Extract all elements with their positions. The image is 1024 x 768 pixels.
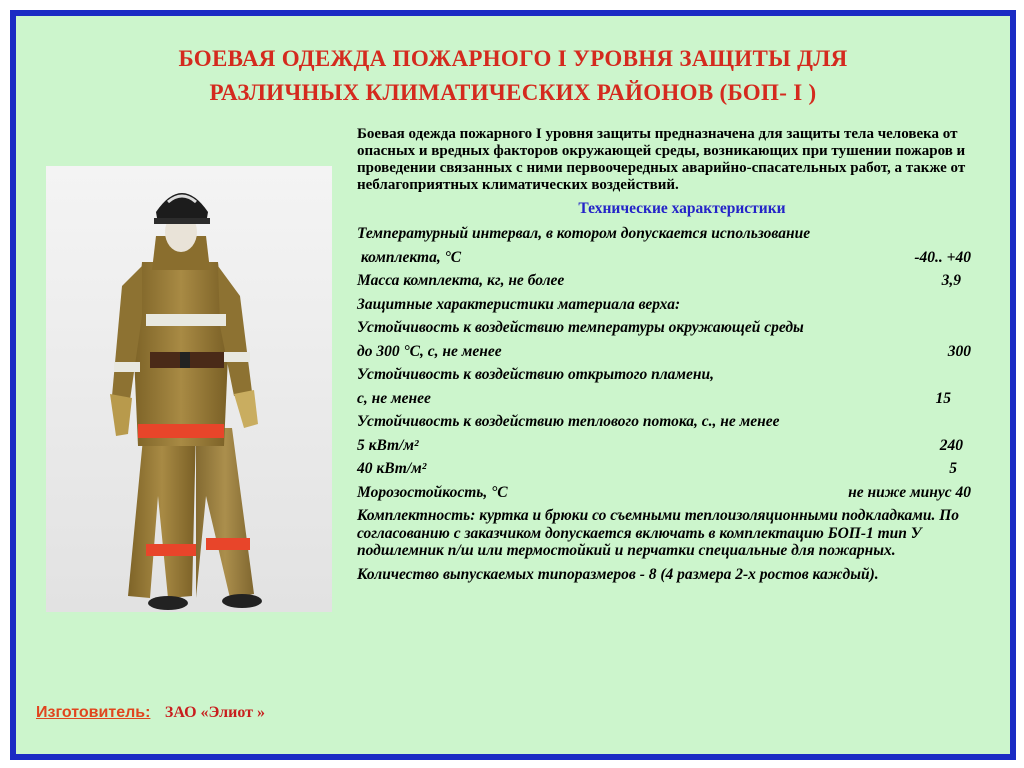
frost-value: не ниже минус 40 (848, 483, 971, 501)
flame-value: 15 (935, 389, 951, 407)
completeness-paragraph: Комплектность: куртка и брюки со съемными теплоизоляционными подкладками. По согласованию с заказчиком допускается включать в комплектацию БОП-1 тип У подшлемник п/ш или термостойкий и перчатки специальные для пожарных. (357, 507, 960, 559)
heat-label-2: до 300 °С, с, не менее (357, 342, 502, 360)
temp-label-2: комплекта, °С (357, 248, 462, 266)
protective-label: Защитные характеристики материала верха: (357, 295, 681, 313)
flux-label: Устойчивость к воздействию теплового потока, с., не менее (357, 413, 780, 430)
slide (10, 10, 1016, 760)
flux40-row (357, 457, 977, 481)
mass-value: 3,9 (941, 272, 961, 289)
specs-list (357, 222, 977, 504)
heat-label-1: Устойчивость к воздействию температуры окружающей среды (357, 319, 804, 336)
title-line-1: БОЕВАЯ ОДЕЖДА ПОЖАРНОГО I УРОВНЯ ЗАЩИТЫ ДЛЯ (178, 46, 848, 71)
flame-row (357, 387, 977, 411)
temp-label-1: Температурный интервал, в котором допускается использование (357, 225, 811, 242)
temp-value: -40.. +40 (914, 248, 971, 266)
manufacturer (36, 704, 265, 722)
frost-label: Морозостойкость, °С (357, 483, 508, 501)
manufacturer-name: ЗАО «Элиот » (164, 704, 266, 721)
flux5-value: 240 (939, 436, 963, 454)
firefighter-suit-illustration (46, 166, 332, 612)
frost-row (357, 481, 977, 505)
description-text (357, 126, 977, 583)
flux40-label: 40 кВт/м² (357, 460, 427, 477)
flux5-label: 5 кВт/м² (357, 436, 419, 454)
flux40-value: 5 (949, 460, 957, 477)
flame-label-1: Устойчивость к воздействию открытого пламени, (357, 366, 715, 383)
title-line-2: РАЗЛИЧНЫХ КЛИМАТИЧЕСКИХ РАЙОНОВ (БОП- I ) (209, 80, 817, 105)
flame-label-2: с, не менее (357, 389, 431, 407)
temp-row (357, 246, 977, 270)
manufacturer-label: Изготовитель: (36, 704, 151, 721)
sizes-paragraph: Количество выпускаемых типоразмеров - 8 (4 размера 2-х ростов каждый). (357, 565, 879, 583)
flux5-row (357, 434, 977, 458)
firefighter-suit-photo (46, 166, 332, 612)
heat-value: 300 (947, 342, 971, 360)
mass-label: Масса комплекта, кг, не более (357, 272, 565, 289)
heat-row (357, 340, 977, 364)
slide-title (16, 42, 1010, 110)
specs-heading: Технические характеристики (578, 200, 786, 217)
mass-row (357, 269, 977, 293)
intro-paragraph: Боевая одежда пожарного I уровня защиты предназначена для защиты тела человека от опасных и вредных факторов окружающей среды, возникающих при тушении пожаров и проведении связанных с ними первоочередных аварийно-спасательных работ, а также от неблагоприятных климатических воздействий. (357, 126, 966, 193)
